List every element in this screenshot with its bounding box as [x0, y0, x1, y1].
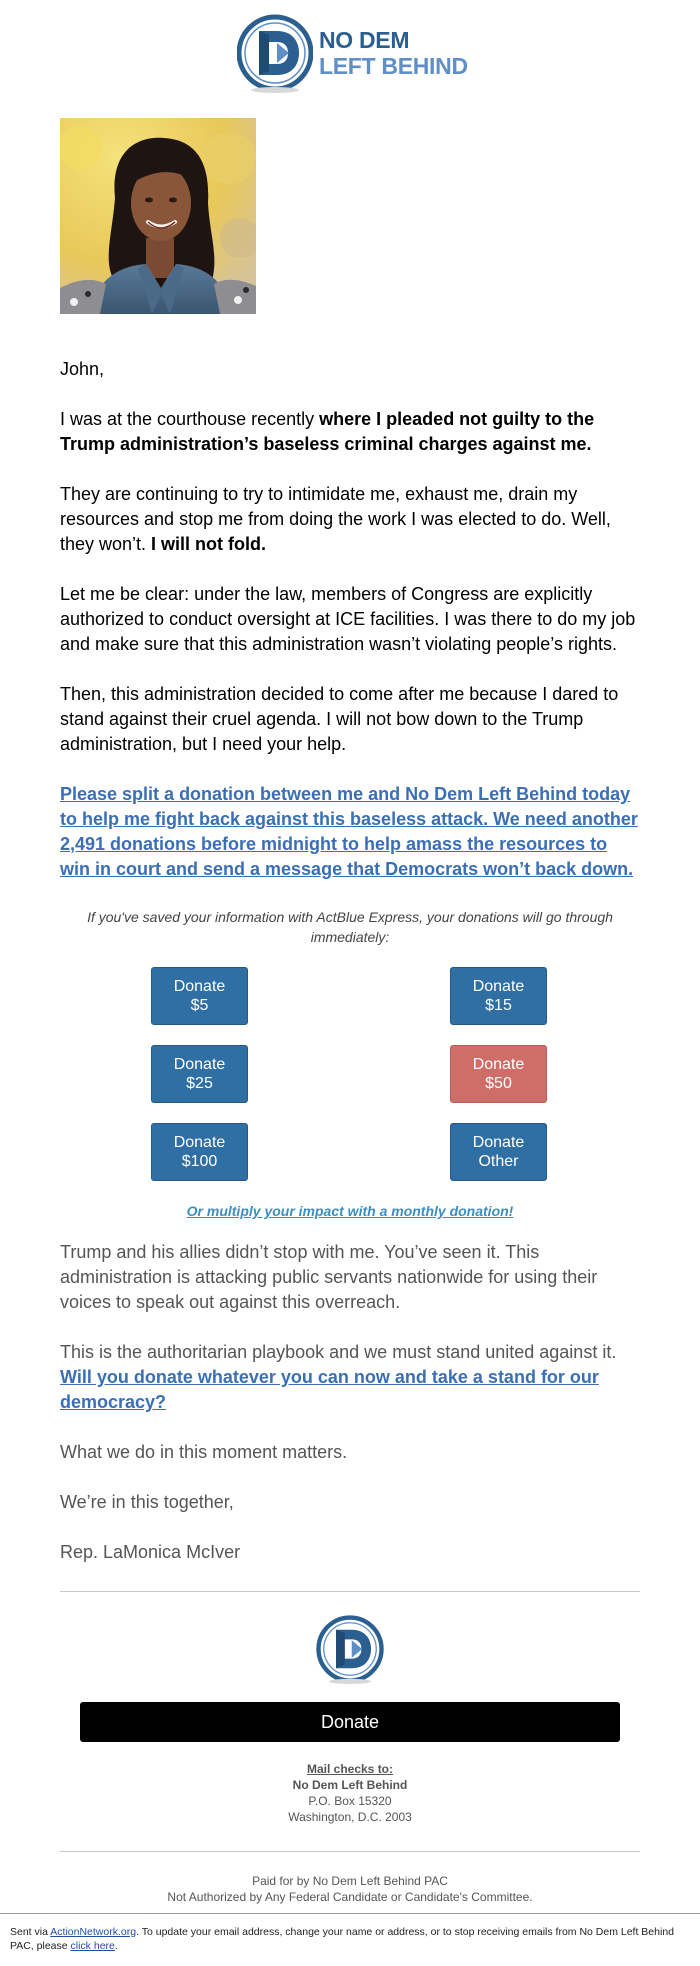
- sent-via-rest: . To update your email address, change your name or address, or to stop receiving emails from No Dem Left Behind PAC, please: [10, 1926, 674, 1952]
- footer-full-divider: [0, 1913, 700, 1914]
- signature: Rep. LaMonica McIver: [60, 1542, 241, 1562]
- paragraph-6-plain: This is the authoritarian playbook and we must stand united against it.: [60, 1342, 617, 1362]
- donate-5-button[interactable]: [151, 967, 248, 1025]
- donate-5-amount: $5: [190, 997, 209, 1014]
- donate-15-label: Donate: [472, 978, 525, 995]
- donate-25-button[interactable]: [151, 1045, 248, 1103]
- party-d-logo-icon: [237, 13, 313, 93]
- donate-15-button[interactable]: [450, 967, 547, 1025]
- paragraph-7: What we do in this moment matters.: [60, 1442, 348, 1462]
- click-here-link[interactable]: click here: [70, 1940, 115, 1952]
- paragraph-4: Then, this administration decided to come after me because I dared to stand against their cruel agenda. I will not bow down to the Trump administration, but I need your help.: [60, 684, 619, 754]
- donate-25-amount: $25: [186, 1075, 213, 1092]
- donate-5-label: Donate: [173, 978, 226, 995]
- mail-org: No Dem Left Behind: [292, 1778, 408, 1792]
- mail-checks-block: [60, 1761, 640, 1825]
- letter-body-continued: [60, 1240, 640, 1590]
- donate-50-button[interactable]: [450, 1045, 547, 1103]
- sent-via-text: Sent via: [10, 1926, 51, 1938]
- sent-via-notice: [10, 1925, 690, 1953]
- donate-100-button[interactable]: [151, 1123, 248, 1181]
- footer-logo-icon: [316, 1614, 384, 1689]
- monthly-donation-link[interactable]: Or multiply your impact with a monthly donation!: [186, 1203, 514, 1219]
- appeal-paragraph: [60, 782, 640, 882]
- letter-body: [60, 357, 640, 882]
- portrait-photo: [60, 118, 256, 314]
- donate-50-amount: $50: [485, 1075, 512, 1092]
- stand-donate-link[interactable]: Will you donate whatever you can now and take a stand for our democracy?: [60, 1367, 599, 1412]
- donate-100-label: Donate: [173, 1134, 226, 1151]
- mail-city: Washington, D.C. 2003: [288, 1810, 412, 1824]
- brand-line-1: NO DEM: [319, 27, 410, 53]
- paragraph-2-bold: I will not fold.: [151, 534, 267, 554]
- sent-via-end: .: [114, 1940, 118, 1952]
- footer-donate-button[interactable]: Donate: [80, 1702, 620, 1742]
- paragraph-1: [60, 407, 640, 457]
- mail-po-box: P.O. Box 15320: [308, 1794, 392, 1808]
- actionnetwork-link[interactable]: ActionNetwork.org: [50, 1926, 137, 1938]
- donate-other-amount: Other: [478, 1153, 519, 1170]
- paragraph-1-plain: I was at the courthouse recently: [60, 409, 320, 429]
- donate-100-amount: $100: [181, 1153, 218, 1170]
- donate-50-label: Donate: [472, 1056, 525, 1073]
- donate-25-label: Donate: [173, 1056, 226, 1073]
- divider-top: [60, 1591, 640, 1592]
- paragraph-1-bold: where I pleaded not guilty to the Trump administration’s baseless criminal charges against me.: [60, 409, 595, 454]
- greeting: John,: [60, 359, 105, 379]
- brand-header[interactable]: [237, 11, 468, 95]
- paragraph-2-plain: They are continuing to try to intimidate me, exhaust me, drain my resources and stop me from doing the work I was elected to do. Well, they won’t.: [60, 484, 611, 554]
- paragraph-8: We’re in this together,: [60, 1492, 234, 1512]
- actblue-express-note: If you've saved your information with ActBlue Express, your donations will go through immediately:: [87, 909, 613, 945]
- monthly-donation: [60, 1203, 640, 1219]
- donate-15-amount: $15: [485, 997, 512, 1014]
- paragraph-2: [60, 482, 640, 557]
- appeal-donate-link[interactable]: Please split a donation between me and No Dem Left Behind today to help me fight back against this baseless attack. We need another 2,491 donations before midnight to help amass the resources to win in court and send a message that Democrats won’t back down.: [60, 784, 638, 879]
- paragraph-3: Let me be clear: under the law, members of Congress are explicitly authorized to conduct oversight at ICE facilities. I was there to do my job and make sure that this administration wasn’t violating people’s rights.: [60, 584, 636, 654]
- donate-other-button[interactable]: [450, 1123, 547, 1181]
- paragraph-5: Trump and his allies didn’t stop with me. You’ve seen it. This administration is attacking public servants nationwide for using their voices to speak out against this overreach.: [60, 1242, 598, 1312]
- brand-wordmark: [319, 27, 468, 79]
- paid-for-disclaimer: [60, 1873, 640, 1905]
- paid-for-line: Paid for by No Dem Left Behind PAC: [252, 1874, 448, 1888]
- donate-other-label: Donate: [472, 1134, 525, 1151]
- not-authorized-line: Not Authorized by Any Federal Candidate or Candidate's Committee.: [167, 1890, 533, 1904]
- brand-line-2: LEFT BEHIND: [319, 53, 468, 79]
- paragraph-6: [60, 1340, 640, 1415]
- mail-heading: Mail checks to:: [306, 1762, 394, 1776]
- divider-bottom: [60, 1851, 640, 1852]
